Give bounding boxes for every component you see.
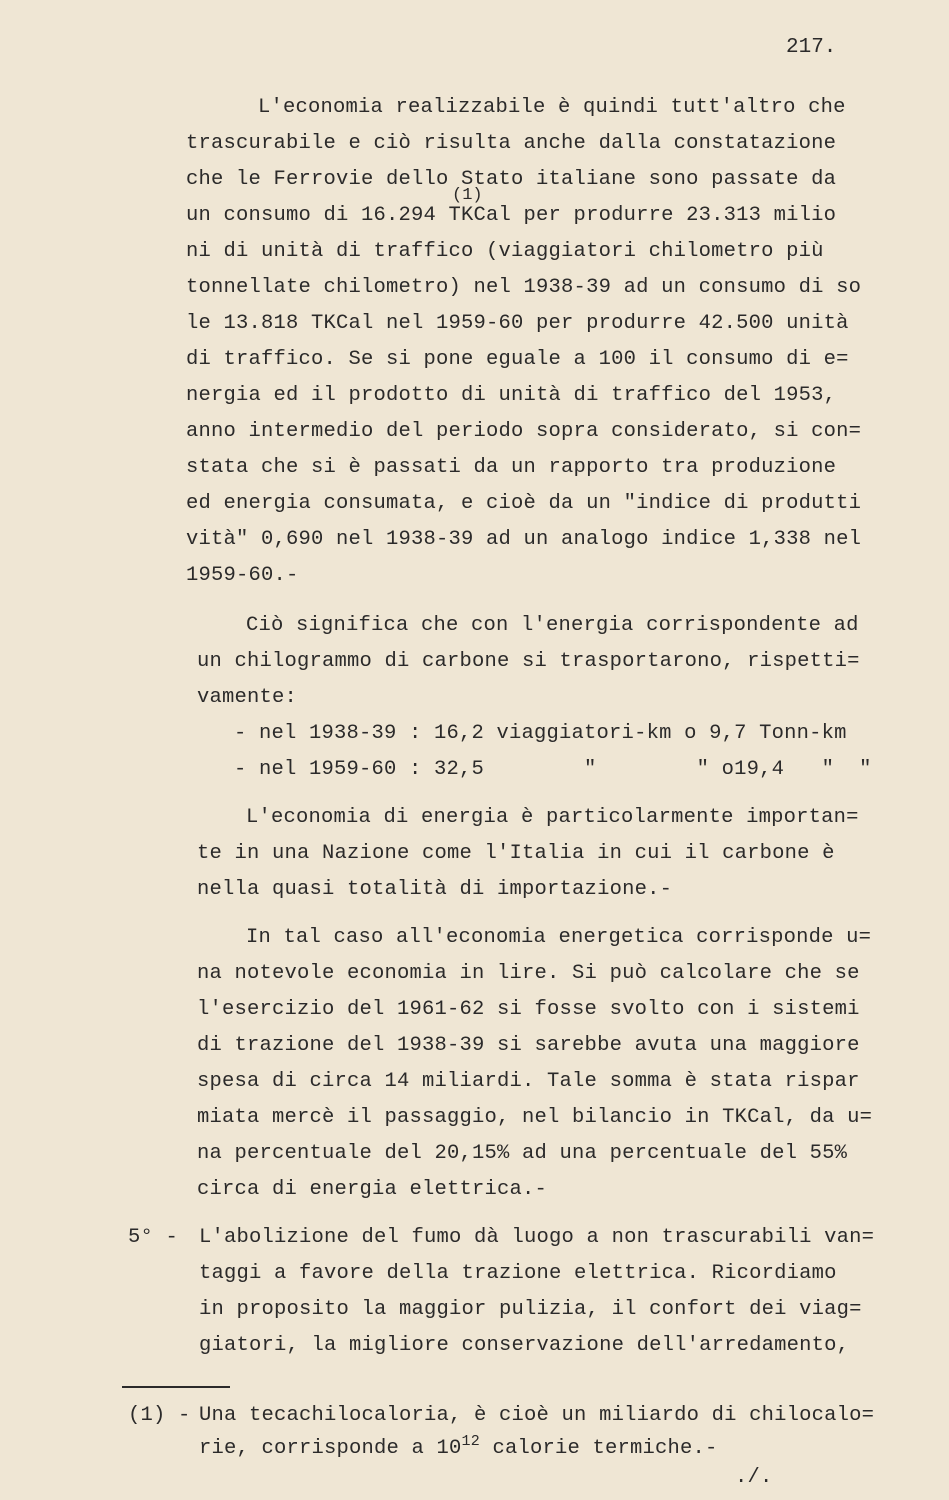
text-line: anno intermedio del periodo sopra considerato, si con=	[186, 420, 862, 443]
text-line: te in una Nazione come l'Italia in cui il carbone è	[197, 842, 835, 865]
footnote-exponent: 12	[461, 1433, 480, 1450]
text-line: L'economia di energia è particolarmente importan=	[246, 806, 859, 829]
text-line: In tal caso all'economia energetica corrisponde u=	[246, 926, 872, 949]
text-line: na notevole economia in lire. Si può calcolare che se	[197, 962, 860, 985]
footnote-marker: (1)	[452, 186, 483, 205]
footnote-marker-label: (1) -	[128, 1404, 191, 1427]
text-line: di traffico. Se si pone eguale a 100 il consumo di e=	[186, 348, 849, 371]
page-number: 217.	[786, 36, 837, 59]
text-line: vità" 0,690 nel 1938-39 ad un analogo indice 1,338 nel	[186, 528, 862, 551]
text-line: ed energia consumata, e cioè da un "indice di produtti	[186, 492, 862, 515]
footnote-text: calorie termiche.-	[479, 1436, 718, 1460]
text-line: che le Ferrovie dello Stato italiane sono passate da	[186, 168, 837, 191]
text-line: giatori, la migliore conservazione dell'arredamento,	[199, 1334, 850, 1357]
footnote-text: rie, corrisponde a 10	[199, 1436, 462, 1460]
text-line: taggi a favore della trazione elettrica. Ricordiamo	[199, 1262, 837, 1285]
footnote-separator	[122, 1386, 230, 1388]
text-line: un chilogrammo di carbone si trasportarono, rispetti=	[197, 650, 860, 673]
footnote-line	[199, 1430, 718, 1461]
continuation-mark: ./.	[735, 1466, 773, 1489]
list-item: - nel 1938-39 : 16,2 viaggiatori-km o 9,7 Tonn-km	[234, 722, 847, 745]
text-line: na percentuale del 20,15% ad una percentuale del 55%	[197, 1142, 848, 1165]
text-line: circa di energia elettrica.-	[197, 1178, 548, 1201]
text-line: stata che si è passati da un rapporto tra produzione	[186, 456, 837, 479]
footnote-line: Una tecachilocaloria, è cioè un miliardo di chilocalo=	[199, 1404, 875, 1427]
text-line: trascurabile e ciò risulta anche dalla constatazione	[186, 132, 837, 155]
text-line: ni di unità di traffico (viaggiatori chilometro più	[186, 240, 824, 263]
text-line: le 13.818 TKCal nel 1959-60 per produrre 42.500 unità	[186, 312, 849, 335]
text-line: nella quasi totalità di importazione.-	[197, 878, 673, 901]
text-line: nergia ed il prodotto di unità di traffico del 1953,	[186, 384, 837, 407]
list-item: - nel 1959-60 : 32,5 " " o19,4 " "	[234, 758, 872, 781]
text-line: 1959-60.-	[186, 564, 299, 587]
text-line: in proposito la maggior pulizia, il confort dei viag=	[199, 1298, 862, 1321]
text-line: L'economia realizzabile è quindi tutt'altro che	[258, 96, 846, 119]
text-line: un consumo di 16.294 TKCal per produrre 23.313 milio	[186, 204, 837, 227]
text-line: miata mercè il passaggio, nel bilancio in TKCal, da u=	[197, 1106, 873, 1129]
text-line: Ciò significa che con l'energia corrispondente ad	[246, 614, 859, 637]
text-line: L'abolizione del fumo dà luogo a non trascurabili van=	[199, 1226, 875, 1249]
text-line: tonnellate chilometro) nel 1938-39 ad un consumo di so	[186, 276, 862, 299]
text-line: l'esercizio del 1961-62 si fosse svolto con i sistemi	[197, 998, 860, 1021]
item-label: 5° -	[128, 1226, 179, 1249]
text-line: vamente:	[197, 686, 298, 709]
text-line: di trazione del 1938-39 si sarebbe avuta una maggiore	[197, 1034, 860, 1057]
text-line: spesa di circa 14 miliardi. Tale somma è stata rispar	[197, 1070, 860, 1093]
